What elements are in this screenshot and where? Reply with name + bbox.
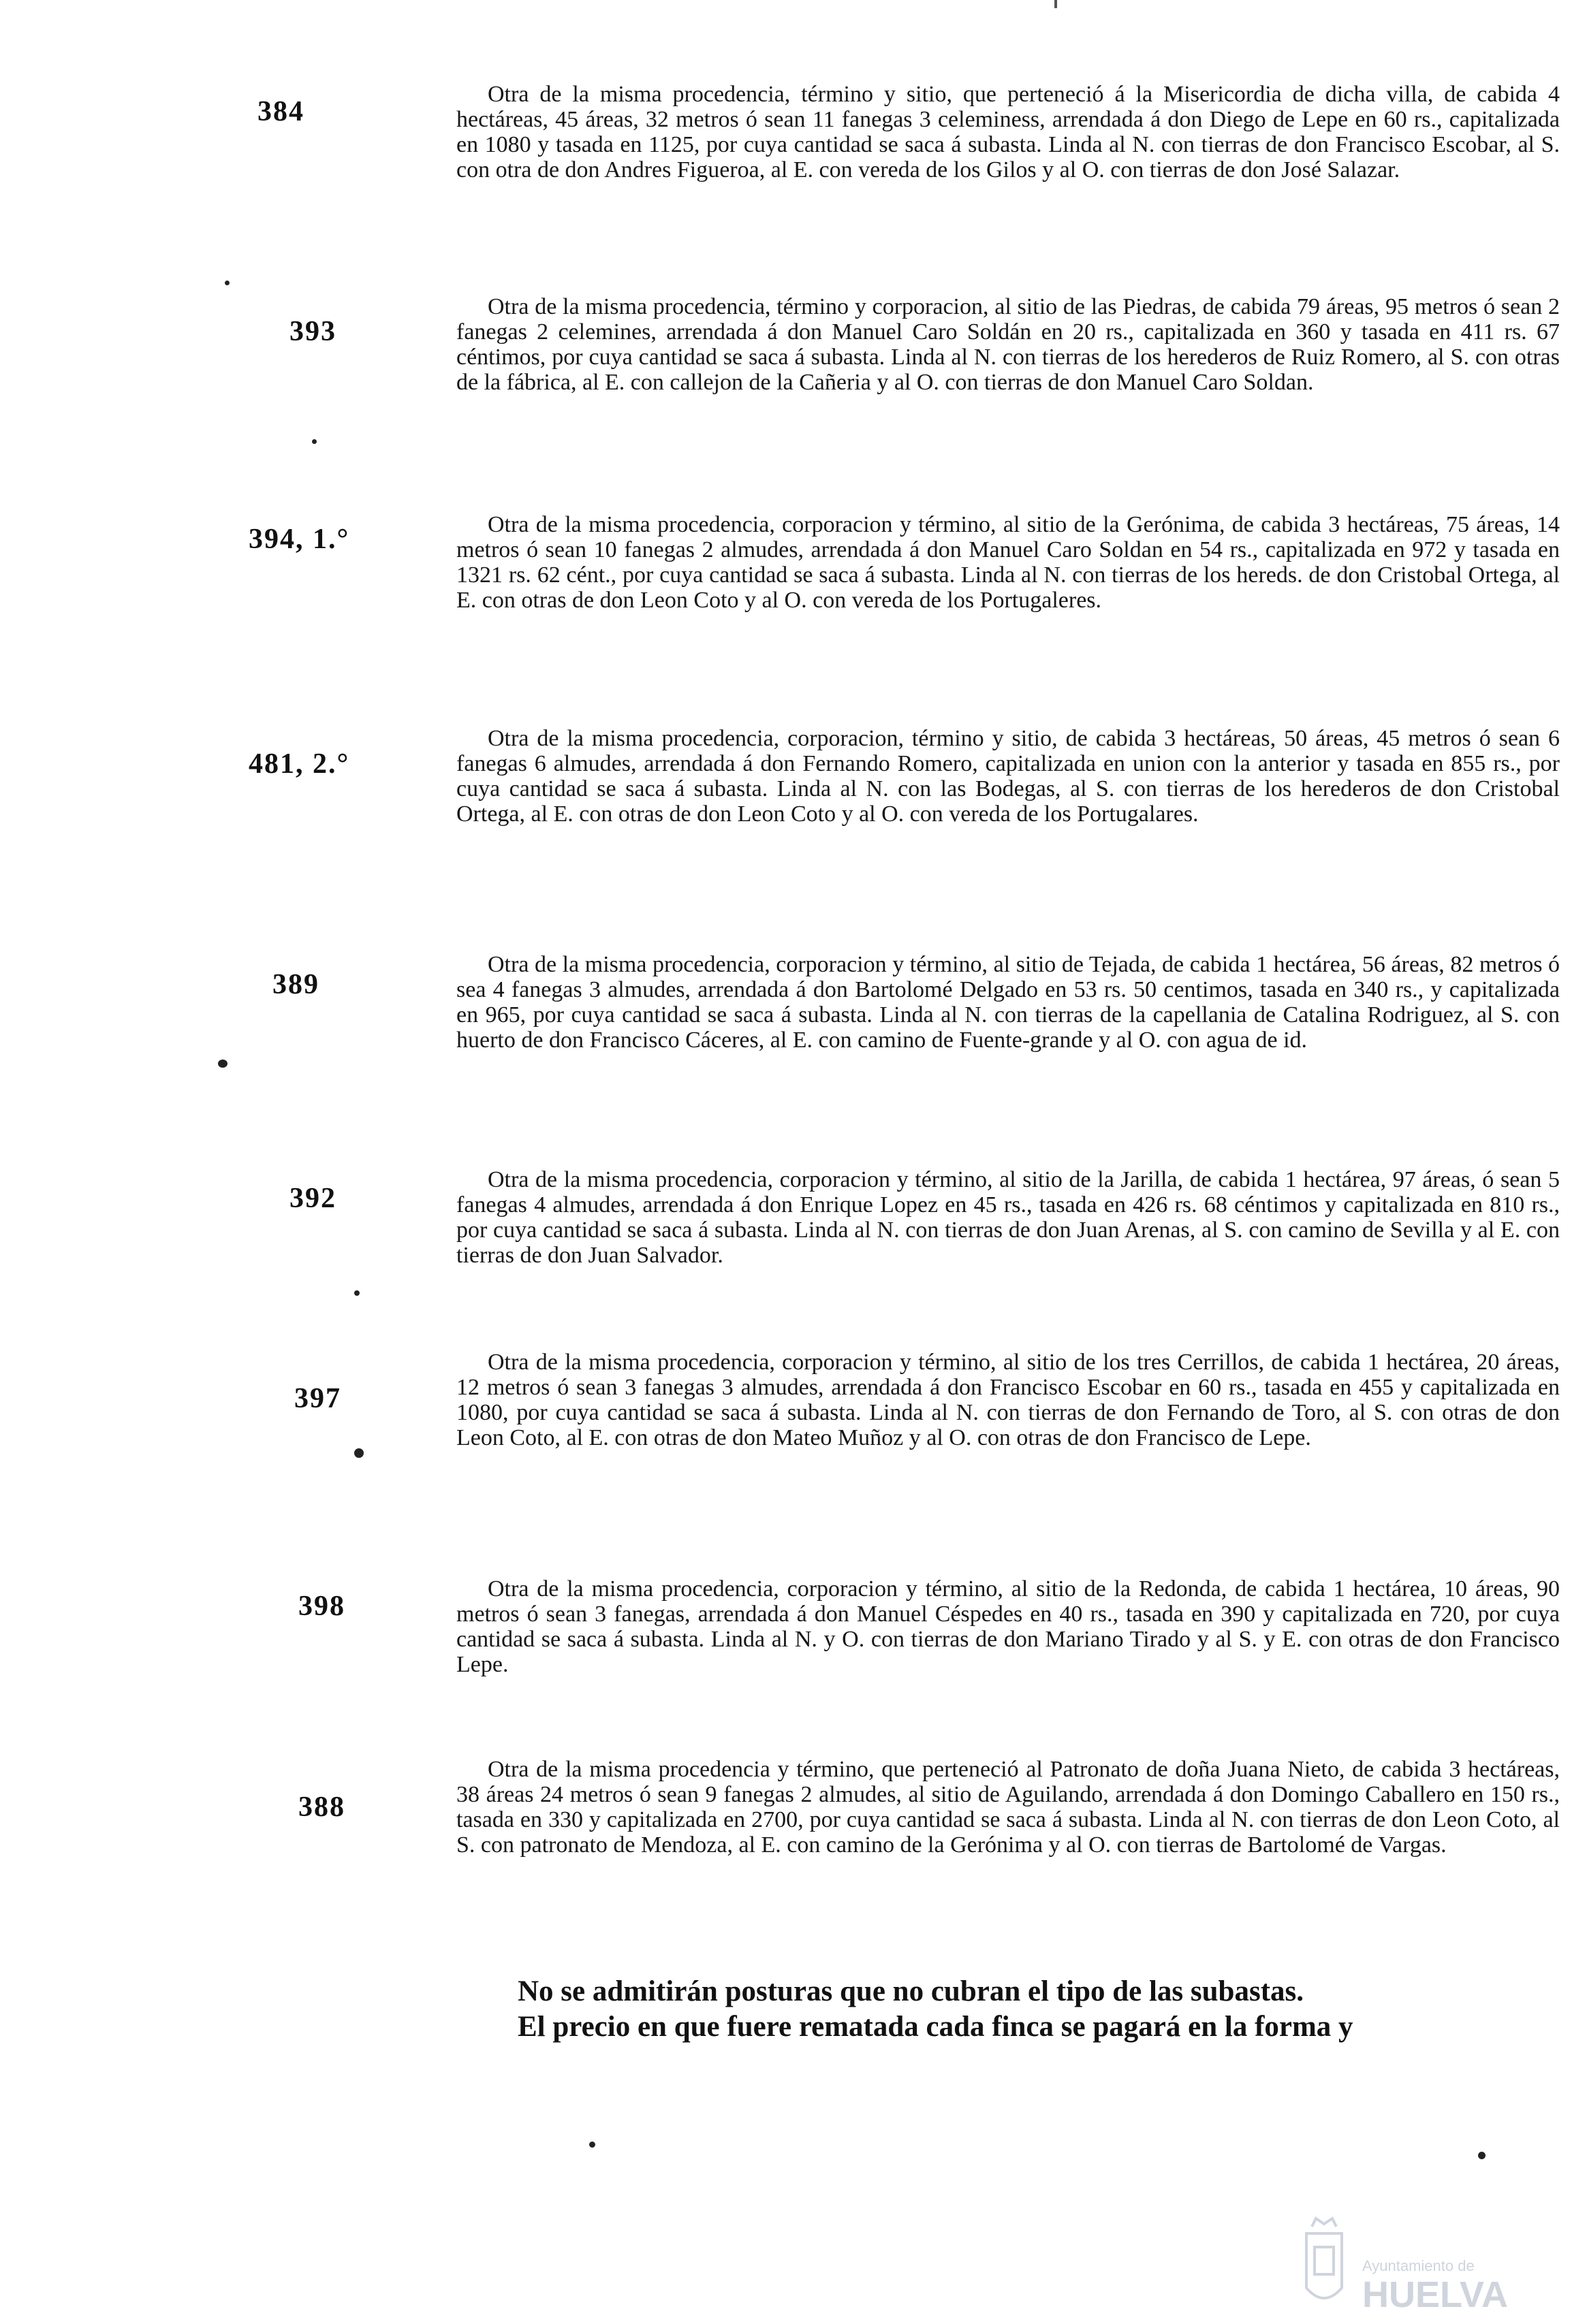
auction-conditions xyxy=(477,1975,1567,2046)
lot-description: Otra de la misma procedencia, corporacion, término y sitio, de cabida 3 hectáreas, 50 áreas, 45 metros ó sean 6 fanegas 6 almudes, arrendada á don Fernando Romero, capitalizada en union con la anterior y tasada en 855 rs., por cuya cantidad se saca á subasta. Linda al N. con las Bodegas, al S. con tierras de los herederos de don Cristobal Ortega, al E. con otras de don Leon Coto y al O. con vereda de los Portugalares. xyxy=(456,726,1560,827)
lot-description: Otra de la misma procedencia, corporacion y término, al sitio de la Gerónima, de cabida 3 hectáreas, 75 áreas, 14 metros ó sean 10 fanegas 2 almudes, arrendada á don Manuel Caro Soldan en 54 rs., capitalizada en 972 y tasada en 1321 rs. 62 cént., por cuya cantidad se saca á subasta. Linda al N. con tierras de los hereds. de don Cristobal Ortega, al E. con otras de don Leon Coto y al O. con vereda de los Portugaleres. xyxy=(456,512,1560,613)
coat-of-arms-icon xyxy=(1306,2218,1342,2298)
lot-number: 389 xyxy=(272,969,319,1000)
lot-number: 398 xyxy=(298,1591,345,1622)
lot-description: Otra de la misma procedencia, corporacion y término, al sitio de la Jarilla, de cabida 1 hectárea, 97 áreas, ó sean 5 fanegas 4 almudes, arrendada á don Enrique Lopez en 45 rs., tasada en 426 rs. 68 céntimos y capitalizada en 810 rs., por cuya cantidad se saca á subasta. Linda al N. con tierras de don Juan Arenas, al S. con camino de Sevilla y al E. con tierras de don Juan Salvador. xyxy=(456,1167,1560,1268)
top-mark xyxy=(1054,0,1057,8)
lot-description: Otra de la misma procedencia, corporacion y término, al sitio de Tejada, de cabida 1 hectárea, 56 áreas, 82 metros ó sea 4 fanegas 3 almudes, arrendada á don Bartolomé Delgado en 53 rs. 50 centimos, tasada en 340 rs., y capitalizada en 965, por cuya cantidad se saca á subasta. Linda al N. con tierras de la capellania de Catalina Rodriguez, al S. con huerto de don Francisco Cáceres, al E. con camino de Fuente-grande y al O. con agua de id. xyxy=(456,952,1560,1053)
ink-speck xyxy=(1478,2152,1486,2159)
ink-speck xyxy=(225,281,230,285)
lot-description: Otra de la misma procedencia, término y corporacion, al sitio de las Piedras, de cabida 79 áreas, 95 metros ó sean 2 fanegas 2 celemines, arrendada á don Manuel Caro Soldán en 20 rs., capitalizada en 360 y tasada en 411 rs. 67 céntimos, por cuya cantidad se saca á subasta. Linda al N. con tierras de los herederos de Ruiz Romero, al S. con otras de la fábrica, al E. con callejon de la Cañeria y al O. con tierras de don Manuel Caro Soldan. xyxy=(456,294,1560,395)
logo-line2: HUELVA xyxy=(1362,2274,1508,2315)
lot-description: Otra de la misma procedencia, corporacion y término, al sitio de la Redonda, de cabida 1 hectárea, 10 áreas, 90 metros ó sean 3 fanegas, arrendada á don Manuel Céspedes en 40 rs., tasada en 390 y capitalizada en 720, por cuya cantidad se saca á subasta. Linda al N. y O. con tierras de don Mariano Tirado y al S. y E. con otras de don Francisco Lepe. xyxy=(456,1576,1560,1677)
lot-number: 388 xyxy=(298,1792,345,1823)
lot-number: 384 xyxy=(257,96,304,127)
ink-speck xyxy=(354,1290,360,1296)
ink-speck xyxy=(218,1060,227,1068)
footer-line: No se admitirán posturas que no cubran el tipo de las subastas. xyxy=(518,1975,1304,2007)
lot-number: 397 xyxy=(294,1383,341,1414)
footer-line: El precio en que fuere rematada cada finca se pagará en la forma y xyxy=(518,2011,1353,2043)
ink-speck xyxy=(312,439,317,444)
ink-speck xyxy=(354,1448,364,1458)
ink-speck xyxy=(589,2142,595,2148)
lot-number: 393 xyxy=(289,316,336,347)
lot-number: 394, 1.° xyxy=(249,524,350,555)
lot-description: Otra de la misma procedencia, término y sitio, que perteneció á la Misericordia de dicha villa, de cabida 4 hectáreas, 45 áreas, 32 metros ó sean 11 fanegas 3 celeminess, arrendada á don Diego de Lepe en 60 rs., capitalizada en 1080 y tasada en 1125, por cuya cantidad se saca á subasta. Linda al N. con tierras de don Francisco Escobar, al S. con otra de don Andres Figueroa, al E. con vereda de los Gilos y al O. con tierras de don José Salazar. xyxy=(456,82,1560,182)
lot-number: 481, 2.° xyxy=(249,748,350,780)
lot-number: 392 xyxy=(289,1183,336,1214)
lot-description: Otra de la misma procedencia y término, que perteneció al Patronato de doña Juana Nieto, de cabida 3 hectáreas, 38 áreas 24 metros ó sean 9 fanegas 2 almudes, al sitio de Aguilando, arrendada á don Domingo Caballero en 150 rs., tasada en 330 y capitalizada en 2700, por cuya cantidad se saca á subasta. Linda al N. con tierras de don Leon Coto, al S. con patronato de Mendoza, al E. con camino de la Gerónima y al O. con tierras de Bartolomé de Vargas. xyxy=(456,1757,1560,1858)
lot-description: Otra de la misma procedencia, corporacion y término, al sitio de los tres Cerrillos, de cabida 1 hectárea, 20 áreas, 12 metros ó sean 3 fanegas 3 almudes, arrendada á don Francisco Escobar en 60 rs., tasada en 455 y capitalizada en 1080, por cuya cantidad se saca á subasta. Linda al N. con tierras de don Fernando de Toro, al S. con otras de don Leon Coto, al E. con otras de don Mateo Muñoz y al O. con otras de don Francisco de Lepe. xyxy=(456,1350,1560,1450)
logo-line1: Ayuntamiento de xyxy=(1362,2257,1475,2274)
huelva-watermark-logo xyxy=(1294,2206,1580,2322)
